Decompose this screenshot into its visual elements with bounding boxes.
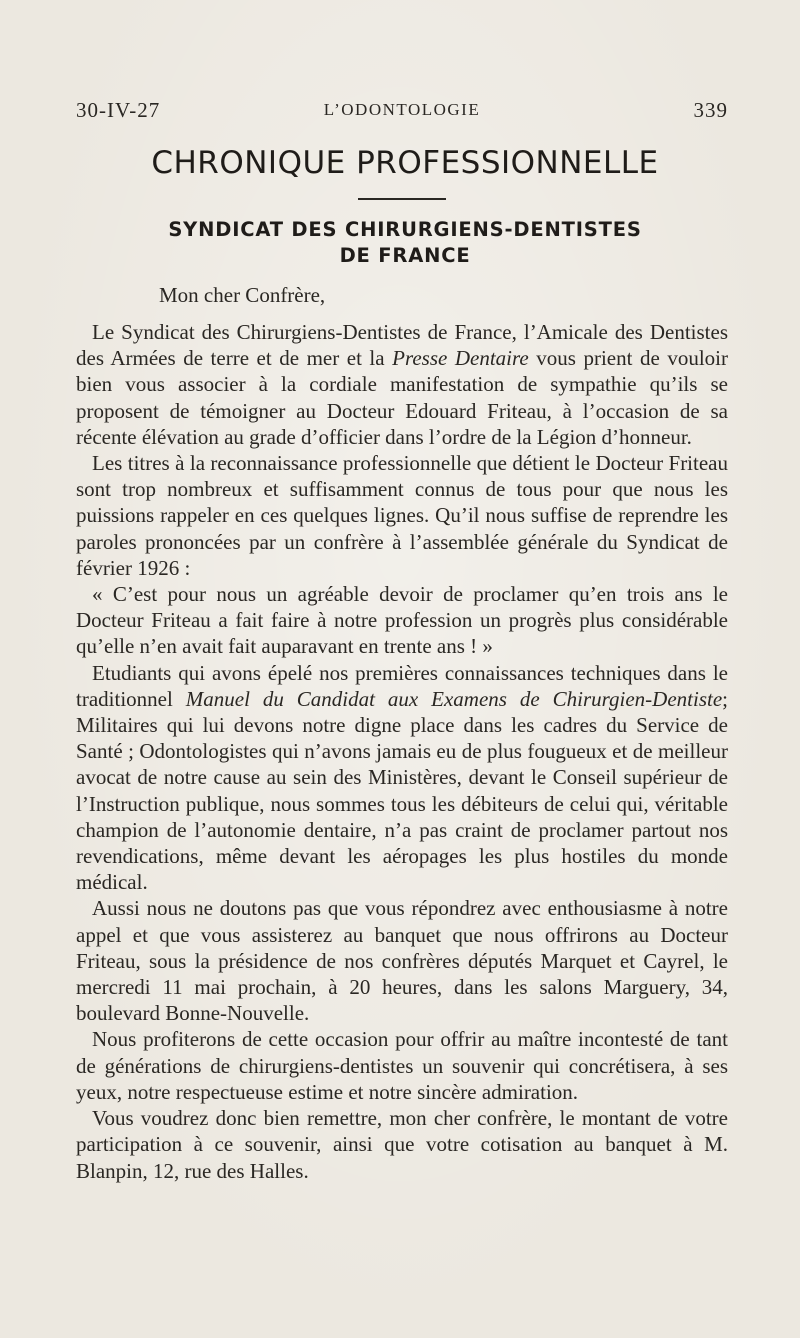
title-divider: [358, 198, 446, 200]
paragraph-1: Le Syndicat des Chirurgiens-Dentistes de France, l’Amicale des Dentistes des Armées de terre et de mer et la Presse Dentaire vous prient de vouloir bien vous associer à la cordiale manifestation de sympathie qu’ils se proposent de témoigner au Docteur Edouard Friteau, à l’occasion de sa récente élévation au grade d’officier dans l’ordre de la Légion d’honneur.: [76, 320, 728, 449]
letter-body: [76, 319, 728, 1184]
paragraph-6: Nous profiterons de cette occasion pour offrir au maître incontesté de tant de générations de chirurgiens-dentistes un souvenir qui concrétisera, à ses yeux, notre respectueuse estime et notre sincère admiration.: [76, 1027, 728, 1104]
paragraph-2: Les titres à la reconnaissance professionnelle que détient le Docteur Friteau sont trop nombreux et suffisamment connus de tous pour que nous les puissions rappeler en ces quelques lignes. Qu’il nous suffise de reprendre les paroles prononcées par un confrère à l’assemblée générale du Syndicat de février 1926 :: [76, 451, 728, 580]
page-number: 339: [693, 98, 728, 122]
issue-date: 30-IV-27: [76, 98, 161, 122]
journal-name: L’ODONTOLOGIE: [323, 100, 481, 119]
section-subtitle-line1: SYNDICAT DES CHIRURGIENS-DENTISTES: [168, 218, 642, 241]
page-title: CHRONIQUE PROFESSIONNELLE: [151, 145, 659, 181]
salutation: Mon cher Confrère,: [159, 283, 326, 307]
section-subtitle-line2: DE FRANCE: [339, 244, 471, 267]
book-title: Manuel du Candidat aux Examens de Chirurgien-Dentiste: [185, 686, 723, 711]
quotation-paragraph: « C’est pour nous un agréable devoir de proclamer qu’en trois ans le Docteur Friteau a fait faire à notre profession un progrès plus considérable qu’elle n’en avait fait auparavant en trente ans ! »: [76, 582, 728, 659]
paragraph-7: Vous voudrez donc bien remettre, mon cher confrère, le montant de votre participation à ce souvenir, ainsi que votre cotisation au banquet à M. Blanpin, 12, rue des Halles.: [76, 1106, 728, 1183]
paragraph-5: Aussi nous ne doutons pas que vous répondrez avec enthousiasme à notre appel et que vous assisterez au banquet que nous offrirons au Docteur Friteau, sous la présidence de nos confrères députés Marquet et Cayrel, le mercredi 11 mai prochain, à 20 heures, dans les salons Marguery, 34, boulevard Bonne-Nouvelle.: [76, 896, 728, 1026]
publication-title: Presse Dentaire: [392, 346, 529, 371]
paragraph-4: Etudiants qui avons épelé nos premières connaissances techniques dans le traditionnel Manuel du Candidat aux Examens de Chirurgien-Dentiste; Militaires qui lui devons notre digne place dans les cadres du Service de Santé ; Odontologistes qui n’avons jamais eu de plus fougueux et de meilleur avocat de notre cause au sein des Ministères, devant le Conseil supérieur de l’Instruction publique, nous sommes tous les débiteurs de celui qui, véritable champion de l’autonomie dentaire, n’a pas craint de proclamer partout nos revendications, même devant les aéropages les plus hostiles du monde médical.: [76, 660, 729, 895]
running-header: [76, 98, 728, 128]
